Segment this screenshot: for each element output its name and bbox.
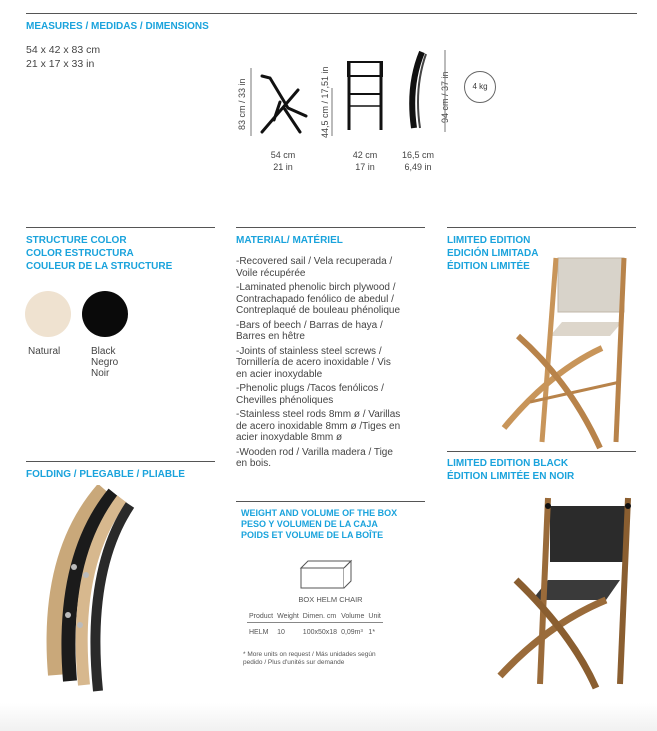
box-table [247, 611, 383, 639]
limited-black-title-en: LIMITED EDITION BLACK [447, 458, 569, 469]
black-label-en: Black [91, 346, 116, 357]
cell-volume: 0,09m³ [341, 629, 363, 636]
weight-badge: 4 kg [464, 71, 496, 103]
cell-weight: 10 [277, 629, 285, 636]
box-title-en: WEIGHT AND VOLUME OF THE BOX [241, 508, 398, 518]
front-width-in: 17 in [355, 162, 375, 172]
measures-in: 21 x 17 x 33 in [26, 58, 95, 70]
page-bottom-fade [0, 703, 657, 731]
material-item: -Stainless steel rods 8mm ø / Varillas de acero inoxidable 8mm ø /Tiges en acier inoxydable 8mm ø [236, 409, 401, 443]
material-rule [236, 227, 425, 228]
cell-unit: 1* [368, 629, 376, 636]
structure-title-es: COLOR ESTRUCTURA [26, 248, 134, 259]
structure-title-fr: COULEUR DE LA STRUCTURE [26, 261, 173, 272]
box-caption: BOX HELM CHAIR [298, 595, 363, 604]
material-item: -Wooden rod / Varilla madera / Tige en bois. [236, 446, 393, 469]
folded-chairs-photo [26, 485, 136, 695]
limited-title-en: LIMITED EDITION [447, 235, 531, 246]
cell-dimensions: 100x50x18 [302, 629, 338, 636]
top-rule [26, 13, 637, 14]
header-volume: Volume [339, 611, 366, 623]
box-rule [236, 501, 425, 502]
limited-rule [447, 227, 636, 228]
natural-label: Natural [28, 346, 61, 357]
limited-black-rule [447, 451, 636, 452]
front-view-drawing [330, 50, 400, 140]
header-weight: Weight [275, 611, 301, 623]
limited-black-title-fr: ÉDITION LIMITÉE EN NOIR [447, 471, 575, 482]
header-product: Product [247, 611, 275, 623]
box-title-fr: POIDS ET VOLUME DE LA BOÎTE [241, 530, 384, 540]
box-note-1: * More units on request / Más unidades según [243, 651, 376, 658]
folded-height-label: 94 cm / 37 in [440, 71, 450, 123]
folding-title: FOLDING / PLEGABLE / PLIABLE [26, 469, 185, 480]
limited-edition-chair-photo [490, 252, 640, 452]
folded-width-cm: 16,5 cm [401, 150, 434, 160]
material-list [236, 256, 432, 470]
box-icon [298, 558, 354, 590]
seat-height-label: 44,5 cm / 17,51 in [320, 66, 330, 138]
measures-title: MEASURES / MEDIDAS / DIMENSIONS [26, 21, 209, 32]
material-item: -Bars of beech / Barras de haya / Barres en hêtre [236, 319, 383, 342]
material-item: -Joints of stainless steel screws / Tornillería de acero inoxidable / Vis en acier inoxydable [236, 345, 391, 380]
black-color-swatch[interactable] [82, 291, 128, 337]
side-width-cm: 54 cm [270, 150, 296, 160]
material-item: -Phenolic plugs /Tacos fenólicos / Chevilles phénoliques [236, 383, 384, 406]
folded-width-in: 6,49 in [404, 162, 432, 172]
cell-product: HELM [249, 629, 269, 636]
structure-rule [26, 227, 215, 228]
material-title: MATERIAL/ MATÉRIEL [236, 235, 343, 246]
measures-cm: 54 x 42 x 83 cm [26, 44, 101, 56]
box-title-es: PESO Y VOLUMEN DE LA CAJA [241, 519, 378, 529]
limited-edition-black-chair-photo [488, 484, 640, 694]
table-row [247, 623, 383, 640]
structure-title-en: STRUCTURE COLOR [26, 235, 127, 246]
box-note-2: pedido / Plus d'unités sur demande [243, 659, 345, 666]
black-label-fr: Noir [91, 368, 110, 379]
black-label-es: Negro [91, 357, 119, 368]
header-dimensions: Dimen. cm [301, 611, 339, 623]
header-unit: Unit [366, 611, 382, 623]
front-width-cm: 42 cm [352, 150, 378, 160]
folded-view-drawing [400, 46, 450, 136]
natural-color-swatch[interactable] [25, 291, 71, 337]
side-width-in: 21 in [273, 162, 293, 172]
limited-title-es: EDICIÓN LIMITADA [447, 248, 539, 259]
folding-rule [26, 461, 215, 462]
side-view-drawing [248, 50, 318, 140]
box-table-header [247, 611, 383, 623]
material-item: -Laminated phenolic birch plywood / Contrachapado fenólico de abedul / Contreplaqué de bouleau phénolique [236, 282, 401, 316]
side-height-label: 83 cm / 33 in [237, 78, 247, 130]
limited-title-fr: ÉDITION LIMITÉE [447, 261, 530, 272]
material-item: -Recovered sail / Vela recuperada / Voile récupérée [236, 256, 393, 279]
